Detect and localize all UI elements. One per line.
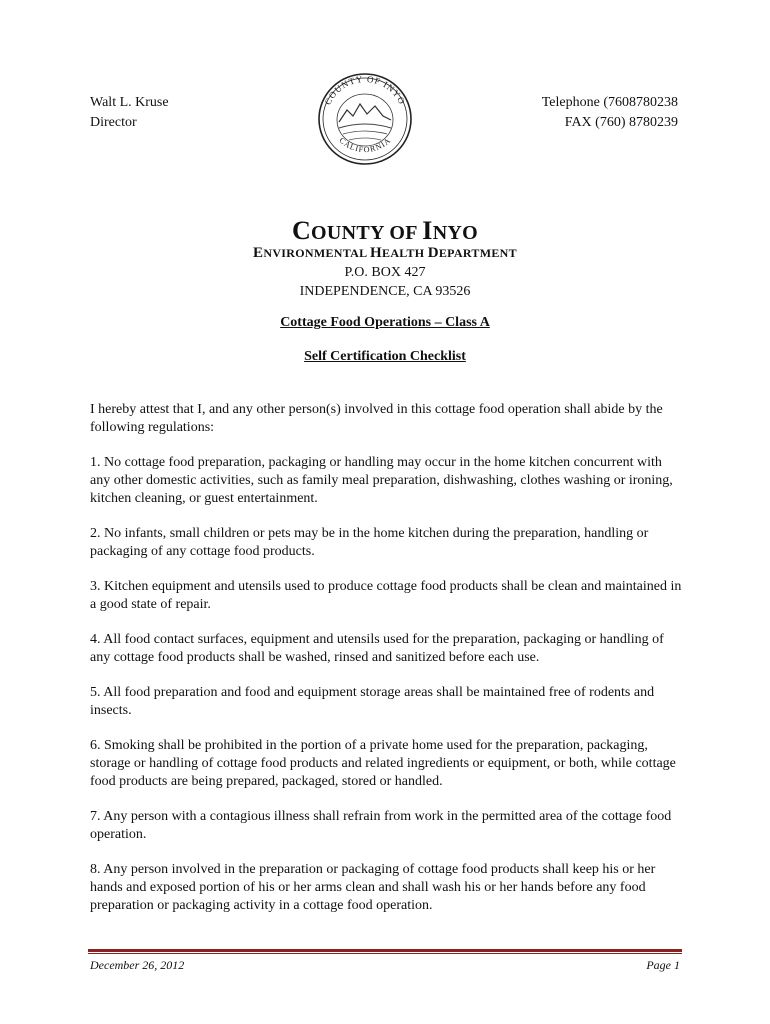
footer-divider-thin (88, 953, 682, 954)
svg-text:COUNTY OF INYO: COUNTY OF INYO (322, 73, 408, 107)
department-name: ENVIRONMENTAL HEALTH DEPARTMENT (253, 245, 517, 261)
footer-divider (88, 949, 682, 952)
checklist-item: 2. No infants, small children or pets may be in the home kitchen during the preparation, handling or packaging of any cottage food products. (90, 526, 649, 559)
checklist-item: 1. No cottage food preparation, packaging or handling may occur in the home kitchen concurrent with any other domestic activities, such as family meal preparation, dishwashing, clothes washing or ironing, kitchen cleaning, or guest entertainment. (90, 455, 673, 506)
document-title: Cottage Food Operations – Class A (280, 315, 490, 330)
contact-block (542, 93, 678, 133)
po-box: P.O. BOX 427 (344, 265, 426, 280)
checklist-body (90, 401, 685, 932)
director-name: Walt L. Kruse (90, 95, 169, 110)
director-title: Director (90, 115, 137, 130)
checklist-item: 8. Any person involved in the preparation or packaging of cottage food products shall keep his or her hands and exposed portion of his or her arms clean and shall wash his or her hands before any food preparation or packaging activity in a cottage food operation. (90, 862, 656, 913)
checklist-item: 4. All food contact surfaces, equipment and utensils used for the preparation, packaging or handling of any cottage food products shall be washed, rinsed and sanitized before each use. (90, 632, 664, 665)
footer-date: December 26, 2012 (90, 958, 185, 972)
director-block (90, 93, 169, 133)
org-name: COUNTY OF INYO (291, 216, 479, 245)
telephone-text: Telephone (7608780238 (541, 95, 678, 110)
intro-paragraph: I hereby attest that I, and any other person(s) involved in this cottage food operation shall abide by the following regulations: (90, 402, 663, 435)
checklist-item: 6. Smoking shall be prohibited in the portion of a private home used for the preparation, packaging, storage or handling of cottage food products and related ingredients or equipment, or both, while cottage food products are being prepared, packaged, stored or handled. (90, 738, 676, 789)
svg-text:CALIFORNIA: CALIFORNIA (337, 135, 393, 155)
document-subtitle: Self Certification Checklist (304, 349, 466, 364)
checklist-item: 3. Kitchen equipment and utensils used to produce cottage food products shall be clean and maintained in a good state of repair. (90, 579, 682, 612)
checklist-item: 7. Any person with a contagious illness shall refrain from work in the permitted area of the cottage food operation. (90, 809, 672, 842)
checklist-item: 5. All food preparation and food and equipment storage areas shall be maintained free of rodents and insects. (90, 685, 655, 718)
footer-page-number: Page 1 (646, 958, 680, 972)
fax-text: FAX (760) 8780239 (564, 115, 678, 130)
county-seal-icon (305, 70, 425, 168)
city-address: INDEPENDENCE, CA 93526 (299, 284, 471, 299)
